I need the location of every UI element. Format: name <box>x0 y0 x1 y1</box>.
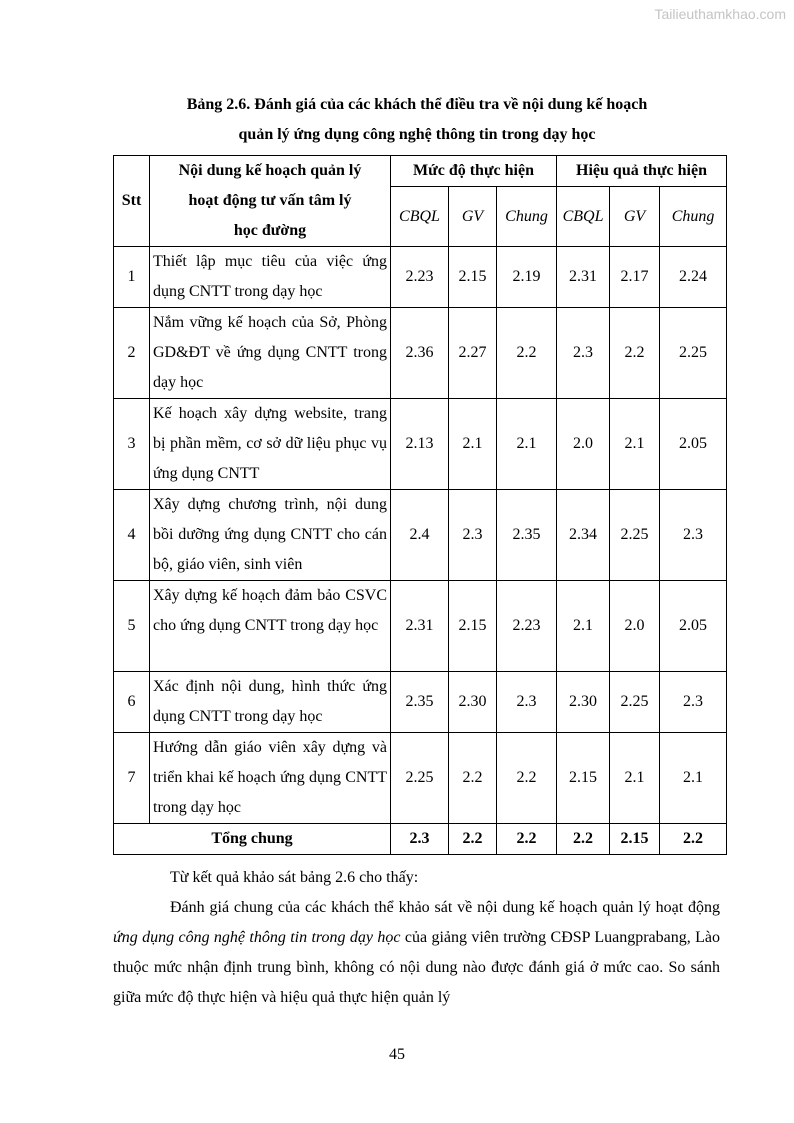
row-value: 2.4 <box>391 490 449 581</box>
paragraph-analysis-part2: của giảng viên trường CĐSP Luangprabang, Lào thuộc mức nhận định trung bình, không có nội dung nào được đánh giá ở mức cao. So sánh giữa mức độ thực hiện và hiệu quả thực hiện quản lý <box>113 929 720 1006</box>
row-stt: 1 <box>114 247 150 308</box>
row-content: Xây dựng chương trình, nội dung bồi dưỡng ứng dụng CNTT cho cán bộ, giáo viên, sinh viên <box>150 490 391 581</box>
row-value: 2.23 <box>391 247 449 308</box>
row-stt: 5 <box>114 581 150 672</box>
header-stt: Stt <box>114 156 150 247</box>
row-value: 2.34 <box>557 490 610 581</box>
header-content-line2: hoạt động tư vấn tâm lý <box>188 192 352 209</box>
subheader-chung-1: Chung <box>497 187 557 247</box>
row-value: 2.3 <box>449 490 497 581</box>
row-value: 2.1 <box>610 399 660 490</box>
row-value: 2.3 <box>660 672 727 733</box>
row-stt: 6 <box>114 672 150 733</box>
subheader-cbql-1: CBQL <box>391 187 449 247</box>
row-content: Kế hoạch xây dựng website, trang bị phần mềm, cơ sở dữ liệu phục vụ ứng dụng CNTT <box>150 399 391 490</box>
total-value: 2.2 <box>449 824 497 855</box>
table-caption-line2: quản lý ứng dụng công nghệ thông tin trong dạy học <box>238 126 596 143</box>
row-value: 2.24 <box>660 247 727 308</box>
subheader-chung-2: Chung <box>660 187 727 247</box>
row-value: 2.31 <box>391 581 449 672</box>
row-value: 2.31 <box>557 247 610 308</box>
paragraph-intro: Từ kết quả khảo sát bảng 2.6 cho thấy: <box>170 869 419 886</box>
header-content <box>150 156 391 247</box>
row-content: Xác định nội dung, hình thức ứng dụng CNTT trong dạy học <box>150 672 391 733</box>
watermark: Tailieuthamkhao.com <box>654 6 786 22</box>
row-value: 2.36 <box>391 308 449 399</box>
row-value: 2.2 <box>449 733 497 824</box>
row-value: 2.3 <box>660 490 727 581</box>
header-group-implementation-effectiveness: Hiệu quả thực hiện <box>557 156 727 187</box>
row-value: 2.2 <box>497 308 557 399</box>
total-value: 2.15 <box>610 824 660 855</box>
row-value: 2.15 <box>449 247 497 308</box>
row-content: Nắm vững kế hoạch của Sở, Phòng GD&ĐT về ứng dụng CNTT trong dạy học <box>150 308 391 399</box>
total-value: 2.3 <box>391 824 449 855</box>
row-value: 2.35 <box>391 672 449 733</box>
row-value: 2.1 <box>497 399 557 490</box>
row-stt: 4 <box>114 490 150 581</box>
row-value: 2.19 <box>497 247 557 308</box>
row-value: 2.27 <box>449 308 497 399</box>
row-stt: 7 <box>114 733 150 824</box>
row-value: 2.0 <box>610 581 660 672</box>
total-label: Tổng chung <box>114 824 391 855</box>
total-row <box>114 824 727 855</box>
row-value: 2.2 <box>497 733 557 824</box>
header-content-line1: Nội dung kế hoạch quản lý <box>178 162 362 179</box>
row-value: 2.30 <box>557 672 610 733</box>
row-value: 2.25 <box>610 490 660 581</box>
paragraph-analysis-part1: Đánh giá chung của các khách thể khảo sát về nội dung kế hoạch quản lý hoạt động <box>170 899 720 916</box>
row-value: 2.1 <box>449 399 497 490</box>
row-value: 2.1 <box>557 581 610 672</box>
row-value: 2.1 <box>610 733 660 824</box>
header-content-line3: học đường <box>233 222 307 239</box>
row-value: 2.23 <box>497 581 557 672</box>
table-row <box>114 733 727 824</box>
table-caption-line1: Bảng 2.6. Đánh giá của các khách thể điều tra về nội dung kế hoạch <box>186 96 648 113</box>
row-content: Hướng dẫn giáo viên xây dựng và triển khai kế hoạch ứng dụng CNTT trong dạy học <box>150 733 391 824</box>
paragraph-analysis-italic: ứng dụng công nghệ thông tin trong dạy học <box>113 929 401 946</box>
row-value: 2.15 <box>449 581 497 672</box>
subheader-gv-1: GV <box>449 187 497 247</box>
table-row <box>114 490 727 581</box>
row-value: 2.3 <box>497 672 557 733</box>
row-value: 2.30 <box>449 672 497 733</box>
row-value: 2.25 <box>391 733 449 824</box>
row-value: 2.3 <box>557 308 610 399</box>
row-stt: 3 <box>114 399 150 490</box>
row-value: 2.15 <box>557 733 610 824</box>
row-content: Thiết lập mục tiêu của việc ứng dụng CNTT trong dạy học <box>150 247 391 308</box>
page-number: 45 <box>389 1046 405 1063</box>
table-row <box>114 247 727 308</box>
row-value: 2.25 <box>610 672 660 733</box>
header-group-implementation-level: Mức độ thực hiện <box>391 156 557 187</box>
row-value: 2.25 <box>660 308 727 399</box>
paragraph-analysis <box>113 893 720 1013</box>
total-value: 2.2 <box>557 824 610 855</box>
row-value: 2.13 <box>391 399 449 490</box>
table-row <box>114 399 727 490</box>
total-value: 2.2 <box>497 824 557 855</box>
subheader-gv-2: GV <box>610 187 660 247</box>
row-value: 2.1 <box>660 733 727 824</box>
row-value: 2.35 <box>497 490 557 581</box>
row-value: 2.05 <box>660 399 727 490</box>
row-value: 2.05 <box>660 581 727 672</box>
row-value: 2.0 <box>557 399 610 490</box>
row-stt: 2 <box>114 308 150 399</box>
table-row <box>114 581 727 672</box>
row-value: 2.17 <box>610 247 660 308</box>
subheader-cbql-2: CBQL <box>557 187 610 247</box>
row-content: Xây dựng kế hoạch đảm bảo CSVC cho ứng dụng CNTT trong dạy học <box>150 581 391 672</box>
total-value: 2.2 <box>660 824 727 855</box>
evaluation-table <box>113 155 727 855</box>
table-row <box>114 672 727 733</box>
table-row <box>114 308 727 399</box>
row-value: 2.2 <box>610 308 660 399</box>
